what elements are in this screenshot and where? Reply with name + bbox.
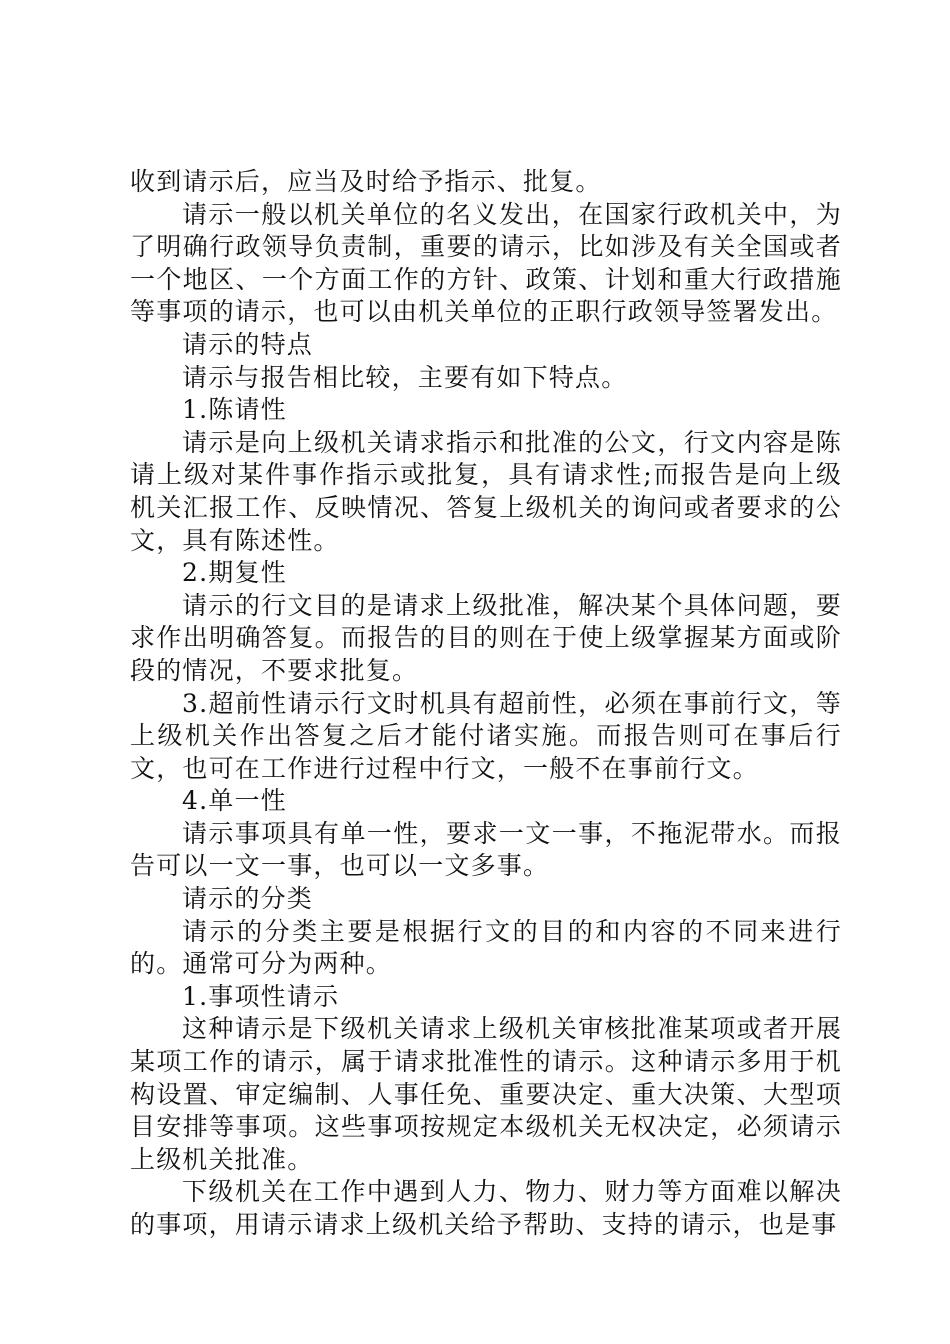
paragraph-continuation: 收到请示后，应当及时给予指示、批复。 — [130, 167, 602, 196]
document-body — [130, 166, 842, 1242]
paragraph-issuance: 请示一般以机关单位的名义发出，在国家行政机关中，为了明确行政领导负责制，重要的请示，比如涉及有关全国或者一个地区、一个方面工作的方针、政策、计划和重大行政措施等事项的请示，也可以由机关单位的正职行政领导签署发出。 — [130, 199, 842, 327]
paragraph-type-1-cont: 下级机关在工作中遇到人力、物力、财力等方面难以解决的事项，用请示请求上级机关给予帮助、支持的请示，也是事 — [130, 1177, 842, 1239]
subheading-2: 2.期复性 — [182, 558, 287, 588]
paragraph-2: 请示的行文目的是请求上级批准，解决某个具体问题，要求作出明确答复。而报告的目的则在于使上级掌握某方面或阶段的情况，不要求批复。 — [130, 590, 842, 685]
paragraph-1: 请示是向上级机关请求指示和批准的公文，行文内容是陈请上级对某件事作指示或批复，具有请求性;而报告是向上级机关汇报工作、反映情况、答复上级机关的询问或者要求的公文，具有陈述性。 — [130, 427, 842, 555]
paragraph-classification-intro: 请示的分类主要是根据行文的目的和内容的不同来进行的。通常可分为两种。 — [130, 916, 842, 979]
subheading-1: 1.陈请性 — [182, 395, 287, 425]
paragraph-type-1: 这种请示是下级机关请求上级机关审核批准某项或者开展某项工作的请示，属于请求批准性的请示。这种请示多用于机构设置、审定编制、人事任免、重要决定、重大决策、大型项目安排等事项。这些事项按规定本级机关无权决定，必须请示上级机关批准。 — [130, 1014, 842, 1174]
section-heading-features: 请示的特点 — [182, 329, 314, 359]
subheading-type-1: 1.事项性请示 — [182, 981, 340, 1011]
paragraph-4: 请示事项具有单一性，要求一文一事，不拖泥带水。而报告可以一文一事，也可以一文多事。 — [130, 818, 842, 881]
paragraph-3: 3.超前性请示行文时机具有超前性，必须在事前行文，等上级机关作出答复之后才能付诸实施。而报告则可在事后行文，也可在工作进行过程中行文，一般不在事前行文。 — [130, 688, 842, 783]
subheading-4: 4.单一性 — [182, 786, 287, 816]
paragraph-features-intro: 请示与报告相比较，主要有如下特点。 — [182, 362, 628, 392]
section-heading-classification: 请示的分类 — [182, 884, 314, 914]
